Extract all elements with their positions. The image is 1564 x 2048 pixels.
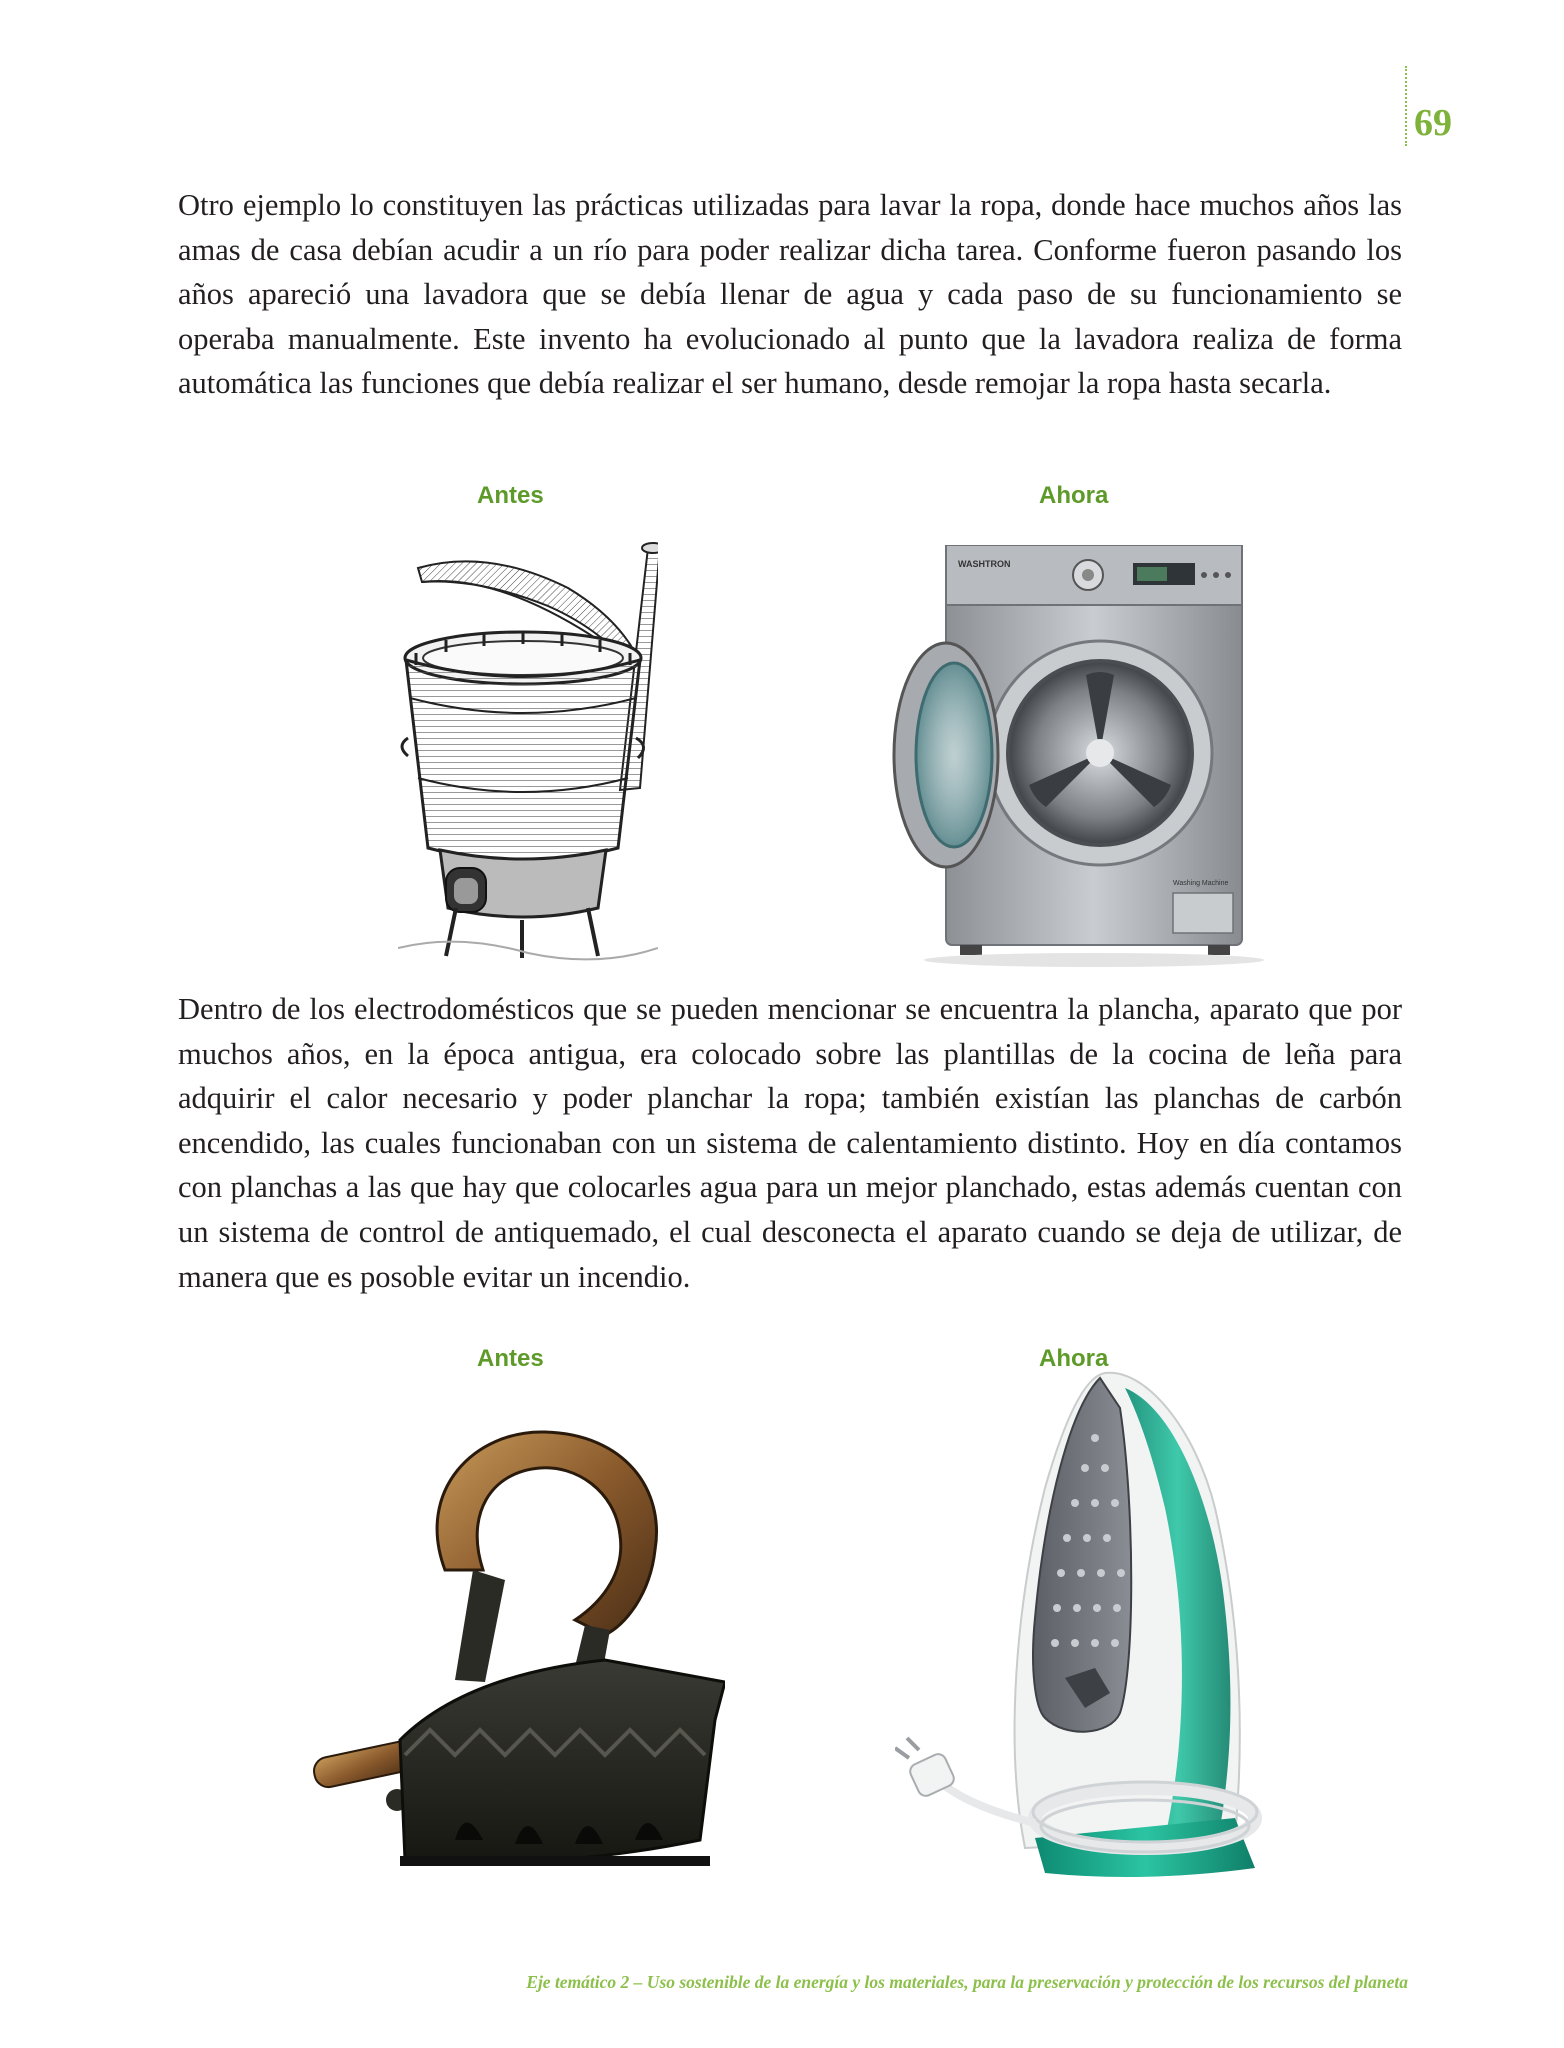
paragraph-washing: Otro ejemplo lo constituyen las prácticas utilizadas para lavar la ropa, donde hace muchos años las amas de casa debían acudir a un río para poder realizar dicha tarea. Conforme fueron pasando los años apareció una lavadora que se debía llenar de agua y cada paso de su funcionamiento se operaba manualmente. Este invento ha evolucionado al punto que la lavadora realiza de forma automática las funciones que debía realizar el ser humano, desde remojar la ropa hasta secarla. (178, 188, 1402, 401)
modern-washing-machine-image (828, 545, 1348, 970)
caption-iron-after: Ahora (1039, 1345, 1109, 1372)
paragraph-iron: Dentro de los electrodomésticos que se pueden mencionar se encuentra la plancha, aparato que por muchos años, en la época antigua, era colocado sobre las plantillas de la cocina de leña para adquirir el calor necesario y poder planchar la ropa; también existían las planchas de carbón encendido, las cuales funcionaban con un sistema de calentamiento distinto. Hoy en día contamos con planchas a las que hay que colocarles agua para un mejor planchado, estas además cuentan con un sistema de control de antiquemado, el cual desconecta el aparato cuando se deja de utilizar, de manera que es posoble evitar un incendio. (178, 992, 1402, 1294)
antique-iron-image (305, 1420, 725, 1880)
old-washing-cauldron-image (398, 528, 658, 968)
caption-washer-after: Ahora (1039, 482, 1109, 509)
modern-steam-iron-image (895, 1368, 1325, 1888)
caption-washer-before: Antes (477, 482, 544, 509)
page-footer: Eje temático 2 – Uso sostenible de la energía y los materiales, para la preservación y protección de los recursos del planeta (526, 1972, 1408, 1992)
washer-brand-text: WASHTRON (958, 559, 1011, 569)
page-number: 69 (1414, 102, 1452, 144)
washer-label-text: Washing Machine (1173, 880, 1229, 887)
page-number-rule (1405, 66, 1407, 146)
caption-iron-before: Antes (477, 1345, 544, 1372)
